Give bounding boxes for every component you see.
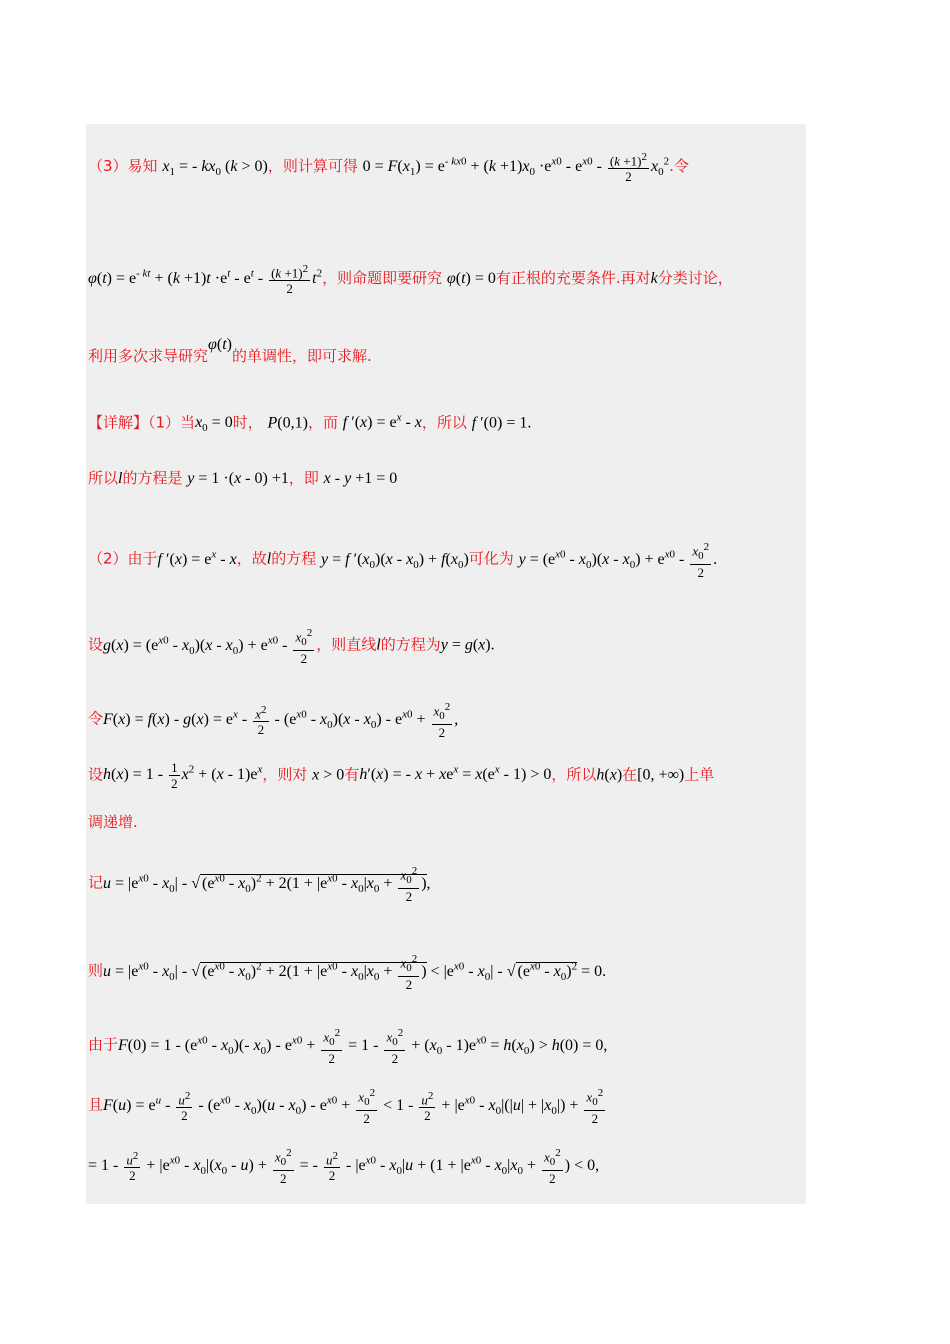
text-segment: 时，	[232, 413, 263, 432]
line-part2-h: 设h(x) = 1 - $\frac{1}{2}$ $x^2 + (x - 1)e^x$，则对 x > 0有h′(x) = - $x + xe^x = x(e^x - 1) > 0$，所以h(x)在[0, +∞)上单	[88, 760, 715, 792]
text-segment: 所以	[88, 469, 119, 487]
text-segment: 设	[88, 765, 104, 784]
line-part2-F0	[88, 1026, 607, 1066]
formula-x-pos: x > 0	[312, 766, 345, 784]
formula-tangent-2: $y = (e^{x0} - x_0)(x - x_0) + e^{x0}$ - $\frac{x_0^2}{2}$ .	[518, 541, 718, 580]
formula-F0: $F(0) = 1 - (e^{x0} - x_0)(-$ $x_0) - e^{x0}$ + $\frac{x_0^2}{2}$ = 1 - $\frac{x_0^2}{2}$ + $(x_0 - 1)e^{x0} = h(x_0) > h(0) = 0$,	[118, 1027, 608, 1066]
formula-P: P(0,1)	[267, 414, 308, 432]
formula-x0-zero: $x_0 = 0$	[195, 414, 233, 435]
text-segment: 的单调性，即可求解.	[231, 347, 372, 365]
formula-fprime: f $'(x) = e^x - x$	[342, 412, 422, 432]
line-part2-F	[88, 700, 458, 740]
detail-label: 【详解】	[88, 413, 149, 432]
text-segment: .令	[669, 156, 689, 175]
text-segment: 的方程是	[122, 469, 183, 487]
text-segment: ，所以	[551, 765, 597, 784]
line-part2-Fu-2	[88, 1146, 599, 1186]
text-segment: 且	[88, 1095, 104, 1114]
text-segment: ，则直线	[316, 635, 377, 654]
line-detail-2	[88, 468, 397, 489]
formula-h: h(x) = 1 - $\frac{1}{2}$ $x^2 + (x - 1)e^x$	[103, 760, 263, 792]
line-part2-Fu	[88, 1086, 607, 1126]
text-segment: 记	[88, 873, 104, 892]
formula-line-eq2: x - y +1 = 0	[323, 470, 398, 487]
line-part2-increase	[88, 812, 138, 832]
text-segment: 的方程为	[380, 635, 441, 654]
part2-label: （2）由于	[88, 549, 158, 568]
line-part2-u-ineq	[88, 952, 606, 992]
formula-hprime: h′(x) = - $x + xe^x = x(e^x - 1) > 0$	[359, 764, 552, 784]
formula-line-eq: y = 1 ·(x - 0) +1	[187, 470, 289, 487]
text-segment: ，所以	[421, 413, 467, 432]
formula-tangent: y = f $'(x_0)(x - x_0) + f(x_0)$	[320, 550, 469, 571]
text-segment: ，而	[307, 413, 338, 432]
text-segment: 分类讨论，	[657, 268, 733, 287]
text-segment: 调递增.	[88, 813, 138, 831]
line-part3-intro	[88, 150, 689, 184]
formula-l: l	[118, 470, 123, 487]
line-part2-u	[88, 864, 431, 904]
line-part2-1: （2）由于f $'(x) = e^x - x$，故l的方程 y = f $'(x_0)(x - x_0) + f(x_0)$可化为 $y = (e^{x0} - x_0)(x - x_0) + e^{x0}$ - $\frac{x_0^2}{2}$ .	[88, 541, 718, 580]
text-segment: 在	[622, 765, 638, 784]
formula-phi-zero: φ(t) = 0	[446, 269, 496, 287]
formula-Fu: $F(u) = e^u$ - $\frac{u^2}{2}$ - $(e^{x0} - x_0)(u - x_0) - e^{x0}$ + $\frac{x_0^2}{2}$ < 1 - $\frac{u^2}{2}$ + $|e^{x0} - x_0|(|u| + |x_0|)$ + $\frac{x_0^2}{2}$	[103, 1087, 604, 1126]
text-segment: 易知	[127, 156, 158, 175]
text-segment: 有	[344, 765, 360, 784]
text-segment: （1）当	[148, 413, 196, 432]
formula-fprime-2: f $'(x) = e^x - x$	[157, 548, 237, 568]
formula-k: k	[650, 269, 658, 287]
formula-u: $u = |e^{x0} - x_0|$ - √ $(e^{x0} - x_0)^2 + 2(1 + |e^{x0} - x_0|x_0$ + $\frac{x_0^2}{2}$ ),	[103, 865, 431, 904]
formula-y-g: y = g(x).	[440, 636, 495, 654]
formula-Fu-2: = 1 - $\frac{u^2}{2}$ + $|e^{x0} - x_0|(x_0 - u)$ + $\frac{x_0^2}{2}$ = - $\frac{u^2}{2}$ - $|e^{x0} - x_0|u + (1 + |e^{x0} - x_0|x_0$ + $\frac{x_0^2}{2}$ ) < 0,	[88, 1147, 600, 1186]
formula-g: $g(x) = (e^{x0} - x_0)(x - x_0) + e^{x0}$ - $\frac{x_0^2}{2}$	[103, 627, 313, 666]
formula-u-ineq: $u = |e^{x0} - x_0|$ - √ $(e^{x0} - x_0)^2 + 2(1 + |e^{x0} - x_0|x_0$ + $\frac{x_0^2}{2}$ ) < $|e^{x0} - x_0|$ - √ $(e^{x0} - x_0)^2 = 0$.	[103, 953, 607, 992]
text-segment: ，则对	[262, 765, 308, 784]
text-segment: 的方程	[271, 549, 317, 568]
text-segment: 利用多次求导研究	[88, 347, 209, 365]
text-segment: ，则计算可得	[267, 156, 358, 175]
formula-F: $F(x) = f(x) - g(x) = e^x$ - $\frac{x^2}{2}$ - $(e^{x0} - x_0)(x - x_0) - e^{x0}$ + $\frac{x_0^2}{2}$ ,	[103, 701, 459, 740]
line-detail-1: 【详解】（1）当$x_0 = 0$时， P(0,1)，而 f $'(x) = e^x - x$，所以 f ′(0) = 1.	[88, 412, 532, 435]
line-part2-g: 设$g(x) = (e^{x0} - x_0)(x - x_0) + e^{x0}$ - $\frac{x_0^2}{2}$ ，则直线l的方程为y = g(x).	[88, 627, 495, 666]
text-segment: 可化为	[468, 549, 514, 568]
formula-phi: $\varphi(t) = e^{- kt} + (k +1)t \cdot e^t - e^t$ - $\frac{(k +1)^2}{2}$ $t^2$	[88, 263, 323, 297]
formula-interval: [0, +∞)	[637, 766, 685, 784]
formula-phi-t: φ(t)	[208, 336, 232, 353]
line-phi-def	[88, 262, 733, 296]
text-segment: 则	[88, 961, 104, 980]
text-segment: 设	[88, 635, 104, 654]
part3-label: （3）	[88, 156, 128, 175]
formula-x1: $x_1$ = - $kx_0$ (k > 0)	[162, 157, 268, 179]
text-segment: ，则命题即要研究	[322, 268, 443, 287]
text-segment: ，即	[288, 469, 319, 487]
text-segment: ，故	[236, 549, 267, 568]
formula-fprime-0: f ′(0) = 1	[471, 414, 528, 432]
text-segment: 上单	[684, 765, 715, 784]
formula-F-x1: $0 = F(x_1) = e^{- kx0} + (k +1)x_0 \cdot e^{x0} - e^{x0}$ - $\frac{(k +1)^2}{2}$ $x_0^2$	[362, 151, 670, 185]
text-segment: 令	[88, 709, 104, 728]
text-segment: 有正根的充要条件.再对	[495, 268, 651, 287]
line-monotonic	[88, 336, 372, 367]
text-segment: 由于	[88, 1035, 119, 1054]
